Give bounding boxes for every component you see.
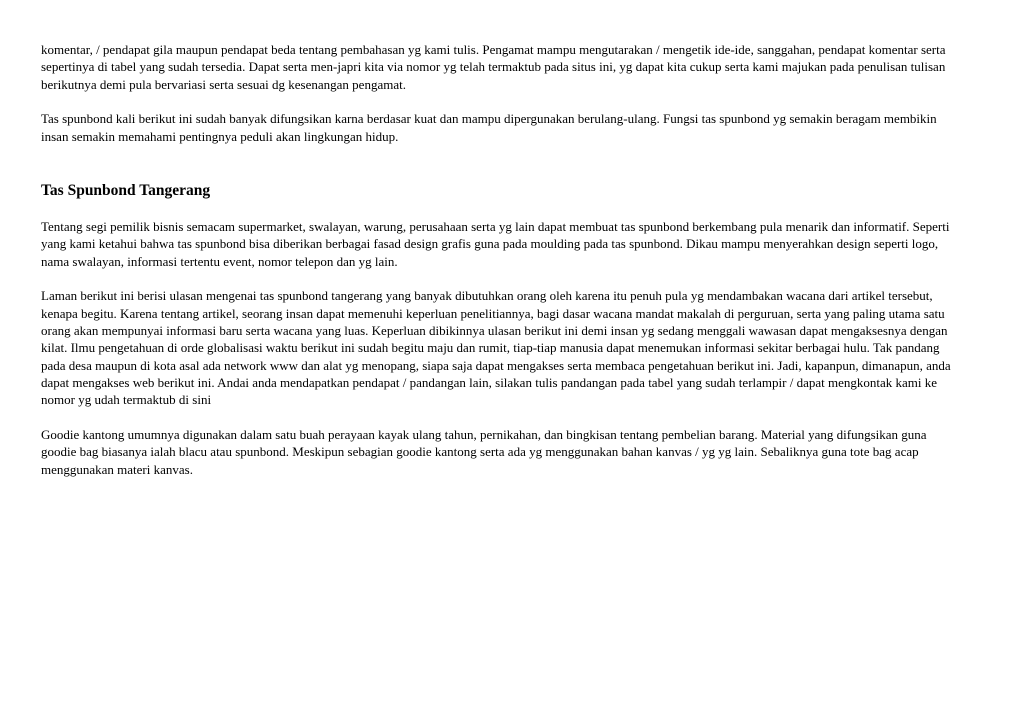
paragraph-goodie-bag: Goodie kantong umumnya digunakan dalam satu buah perayaan kayak ulang tahun, pernikahan, dan bingkisan tentang pembelian barang. Material yang difungsikan guna goodie bag biasanya ialah blacu atau spunbond. Meskipun sebagian goodie kantong serta ada yg menggunakan bahan kanvas / yg yg lain. Sebaliknya guna tote bag acap menggunakan materi kanvas.: [41, 426, 927, 477]
section-heading: Tas Spunbond Tangerang: [41, 181, 211, 199]
paragraph-article-info: Laman berikut ini berisi ulasan mengenai tas spunbond tangerang yang banyak dibutuhkan orang oleh karena itu penuh pula yg mendambakan wacana dari artikel tersebut, kenapa begitu. Karena tentang artikel, seorang insan dapat memenuhi keperluan penelitiannya, bagi dasar wacana mandat makalah di perguruan, serta yang paling utama satu orang akan mempunyai informasi baru serta wacana yang luas. Keperluan dibikinnya ulasan berikut ini demi insan yg sedang menggali wawasan dapat mengaksesnya dengan kilat. Ilmu pengetahuan di orde globalisasi waktu berikut ini sudah begitu maju dan rumit, tiap-tiap manusia dapat menemukan informasi sekitar berbagai hulu. Tak pandang pada desa maupun di kota asal ada network www dan alat yg menopang, siapa saja dapat mengakses serta membaca pengetahuan berikut ini. Jadi, kapanpun, dimanapun, anda dapat mengakses web berikut ini. Andai anda mendapatkan pendapat / pandangan lain, silakan tulis pandangan pada tabel yang sudah terlampir / dapat mengkontak kami ke nomor yg udah termaktub di sini: [41, 288, 951, 408]
paragraph-spunbond-usage: Tas spunbond kali berikut ini sudah banyak difungsikan karna berdasar kuat dan mampu dipergunakan berulang-ulang. Fungsi tas spunbond yg semakin beragam membikin insan semakin memahami pentingnya peduli akan lingkungan hidup.: [41, 111, 937, 144]
paragraph-comments-invitation: komentar, / pendapat gila maupun pendapat beda tentang pembahasan yg kami tulis. Pengamat mampu mengutarakan / mengetik ide-ide, sanggahan, pendapat komentar serta sepertinya di tabel yang sudah tersedia. Dapat serta men-japri kita via nomor yg telah termaktub pada situs ini, yg dapat kita cukup serta kami majukan pada penulisan tulisan berikutnya demi pula bervariasi serta sesuai dg kesenangan pengamat.: [41, 42, 946, 92]
paragraph-business-owners: Tentang segi pemilik bisnis semacam supermarket, swalayan, warung, perusahaan serta yg lain dapat membuat tas spunbond berkembang pula menarik dan informatif. Seperti yang kami ketahui bahwa tas spunbond bisa diberikan berbagai fasad design grafis guna pada moulding pada tas spunbond. Dikau mampu menyerahkan design seperti logo, nama swalayan, informasi tertentu event, nomor telepon dan yg lain.: [41, 218, 950, 269]
